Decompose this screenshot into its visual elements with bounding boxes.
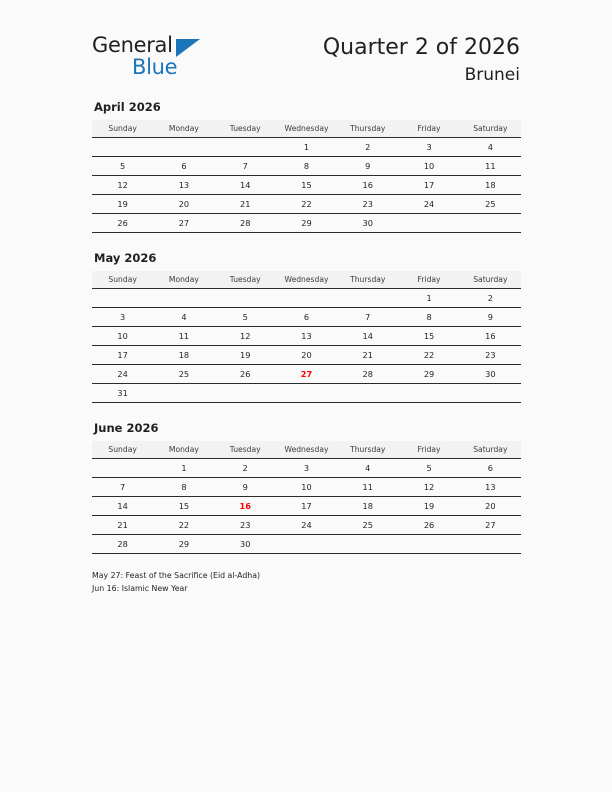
- week-row: [92, 346, 521, 365]
- day-cell-empty: [460, 384, 521, 403]
- day-cell[interactable]: 1: [153, 459, 214, 478]
- weekday-header-thursday: Thursday: [337, 271, 398, 289]
- day-cell[interactable]: 26: [215, 365, 276, 384]
- weekday-header-tuesday: Tuesday: [215, 271, 276, 289]
- day-cell[interactable]: 24: [398, 195, 459, 214]
- day-cell[interactable]: 11: [153, 327, 214, 346]
- day-cell-empty: [337, 535, 398, 554]
- day-cell[interactable]: 6: [460, 459, 521, 478]
- day-cell[interactable]: 29: [276, 214, 337, 233]
- weekday-header-monday: Monday: [153, 120, 214, 138]
- day-cell[interactable]: 14: [337, 327, 398, 346]
- month-calendar-table: [92, 120, 521, 233]
- day-cell[interactable]: 4: [337, 459, 398, 478]
- weekday-header-saturday: Saturday: [460, 271, 521, 289]
- day-cell[interactable]: 13: [460, 478, 521, 497]
- weekday-header-thursday: Thursday: [337, 441, 398, 459]
- day-cell[interactable]: 22: [153, 516, 214, 535]
- day-cell-empty: [92, 289, 153, 308]
- general-blue-logo[interactable]: [92, 34, 292, 84]
- day-cell[interactable]: 4: [460, 138, 521, 157]
- day-cell[interactable]: 16: [460, 327, 521, 346]
- week-row: [92, 195, 521, 214]
- day-cell[interactable]: 18: [460, 176, 521, 195]
- day-cell-empty: [215, 138, 276, 157]
- day-cell[interactable]: 8: [276, 157, 337, 176]
- day-cell[interactable]: 5: [215, 308, 276, 327]
- day-cell-empty: [398, 214, 459, 233]
- quarter-months-container: [92, 100, 521, 572]
- day-cell-holiday[interactable]: 16: [215, 497, 276, 516]
- day-cell[interactable]: 18: [153, 346, 214, 365]
- day-cell[interactable]: 26: [92, 214, 153, 233]
- day-cell[interactable]: 11: [460, 157, 521, 176]
- day-cell-empty: [398, 384, 459, 403]
- day-cell[interactable]: 29: [153, 535, 214, 554]
- day-cell[interactable]: 19: [398, 497, 459, 516]
- day-cell[interactable]: 15: [276, 176, 337, 195]
- week-row: [92, 138, 521, 157]
- day-cell[interactable]: 21: [215, 195, 276, 214]
- weekday-header-wednesday: Wednesday: [276, 441, 337, 459]
- weekday-header-wednesday: Wednesday: [276, 271, 337, 289]
- weekday-header-friday: Friday: [398, 271, 459, 289]
- day-cell[interactable]: 12: [398, 478, 459, 497]
- day-cell[interactable]: 10: [276, 478, 337, 497]
- day-cell-empty: [215, 289, 276, 308]
- day-cell[interactable]: 22: [276, 195, 337, 214]
- day-cell[interactable]: 9: [460, 308, 521, 327]
- day-cell-empty: [460, 535, 521, 554]
- page-header: [0, 0, 612, 96]
- weekday-header-thursday: Thursday: [337, 120, 398, 138]
- page-title: Quarter 2 of 2026: [322, 35, 520, 60]
- day-cell[interactable]: 5: [92, 157, 153, 176]
- day-cell[interactable]: 20: [153, 195, 214, 214]
- day-cell-empty: [153, 138, 214, 157]
- day-cell[interactable]: 3: [92, 308, 153, 327]
- day-cell-holiday[interactable]: 27: [276, 365, 337, 384]
- weekday-header-sunday: Sunday: [92, 271, 153, 289]
- day-cell[interactable]: 13: [276, 327, 337, 346]
- week-row: [92, 459, 521, 478]
- holiday-footnote-item: Jun 16: Islamic New Year: [92, 583, 188, 593]
- day-cell[interactable]: 17: [276, 497, 337, 516]
- month-block: [92, 421, 521, 554]
- day-cell[interactable]: 30: [215, 535, 276, 554]
- day-cell[interactable]: 10: [92, 327, 153, 346]
- day-cell[interactable]: 21: [92, 516, 153, 535]
- day-cell[interactable]: 14: [215, 176, 276, 195]
- day-cell[interactable]: 25: [153, 365, 214, 384]
- week-row: [92, 516, 521, 535]
- day-cell-empty: [398, 535, 459, 554]
- week-row: [92, 308, 521, 327]
- weekday-header-saturday: Saturday: [460, 441, 521, 459]
- day-cell[interactable]: 21: [337, 346, 398, 365]
- logo-text-general: General: [92, 33, 173, 57]
- day-cell[interactable]: 13: [153, 176, 214, 195]
- day-cell-empty: [92, 138, 153, 157]
- day-cell[interactable]: 7: [92, 478, 153, 497]
- week-row: [92, 384, 521, 403]
- week-row: [92, 535, 521, 554]
- day-cell-empty: [153, 384, 214, 403]
- holiday-footnotes: [92, 570, 522, 595]
- month-calendar-table: [92, 441, 521, 554]
- day-cell[interactable]: 16: [337, 176, 398, 195]
- week-row: [92, 497, 521, 516]
- day-cell[interactable]: 1: [276, 138, 337, 157]
- logo-triangle-icon: [176, 39, 200, 57]
- month-title: May 2026: [94, 251, 157, 265]
- day-cell[interactable]: 24: [276, 516, 337, 535]
- week-row: [92, 327, 521, 346]
- holiday-footnote-item: May 27: Feast of the Sacrifice (Eid al-Adha): [92, 571, 261, 580]
- day-cell[interactable]: 20: [276, 346, 337, 365]
- day-cell[interactable]: 10: [398, 157, 459, 176]
- day-cell[interactable]: 3: [398, 138, 459, 157]
- day-cell[interactable]: 12: [215, 327, 276, 346]
- weekday-header-sunday: Sunday: [92, 441, 153, 459]
- month-title: April 2026: [94, 100, 161, 114]
- day-cell[interactable]: 9: [215, 478, 276, 497]
- day-cell[interactable]: 27: [153, 214, 214, 233]
- weekday-header-friday: Friday: [398, 441, 459, 459]
- day-cell[interactable]: 19: [92, 195, 153, 214]
- day-cell[interactable]: 19: [215, 346, 276, 365]
- day-cell-empty: [276, 384, 337, 403]
- week-row: [92, 214, 521, 233]
- day-cell[interactable]: 2: [460, 289, 521, 308]
- day-cell[interactable]: 12: [92, 176, 153, 195]
- day-cell[interactable]: 15: [153, 497, 214, 516]
- day-cell[interactable]: 28: [92, 535, 153, 554]
- day-cell[interactable]: 27: [460, 516, 521, 535]
- weekday-header-friday: Friday: [398, 120, 459, 138]
- day-cell[interactable]: 17: [398, 176, 459, 195]
- week-row: [92, 478, 521, 497]
- week-row: [92, 176, 521, 195]
- weekday-header-monday: Monday: [153, 271, 214, 289]
- day-cell[interactable]: 7: [337, 308, 398, 327]
- day-cell[interactable]: 24: [92, 365, 153, 384]
- day-cell[interactable]: 29: [398, 365, 459, 384]
- month-block: [92, 100, 521, 233]
- day-cell-empty: [276, 289, 337, 308]
- day-cell-empty: [276, 535, 337, 554]
- weekday-header-row: [92, 120, 521, 138]
- weekday-header-wednesday: Wednesday: [276, 120, 337, 138]
- country-subtitle: Brunei: [464, 65, 520, 85]
- day-cell[interactable]: 1: [398, 289, 459, 308]
- week-row: [92, 157, 521, 176]
- day-cell[interactable]: 26: [398, 516, 459, 535]
- day-cell-empty: [460, 214, 521, 233]
- day-cell[interactable]: 9: [337, 157, 398, 176]
- day-cell[interactable]: 30: [460, 365, 521, 384]
- title-block: [323, 34, 520, 86]
- weekday-header-tuesday: Tuesday: [215, 120, 276, 138]
- day-cell[interactable]: 15: [398, 327, 459, 346]
- day-cell-empty: [153, 289, 214, 308]
- weekday-header-tuesday: Tuesday: [215, 441, 276, 459]
- day-cell[interactable]: 4: [153, 308, 214, 327]
- day-cell[interactable]: 23: [460, 346, 521, 365]
- day-cell[interactable]: 3: [276, 459, 337, 478]
- day-cell-empty: [337, 289, 398, 308]
- week-row: [92, 365, 521, 384]
- day-cell-empty: [92, 459, 153, 478]
- day-cell[interactable]: 31: [92, 384, 153, 403]
- weekday-header-monday: Monday: [153, 441, 214, 459]
- day-cell-empty: [337, 384, 398, 403]
- day-cell[interactable]: 23: [215, 516, 276, 535]
- month-title: June 2026: [94, 421, 159, 435]
- day-cell[interactable]: 28: [215, 214, 276, 233]
- day-cell[interactable]: 7: [215, 157, 276, 176]
- day-cell[interactable]: 30: [337, 214, 398, 233]
- day-cell[interactable]: 6: [153, 157, 214, 176]
- month-calendar-table: [92, 271, 521, 403]
- day-cell[interactable]: 23: [337, 195, 398, 214]
- day-cell[interactable]: 8: [398, 308, 459, 327]
- weekday-header-saturday: Saturday: [460, 120, 521, 138]
- logo-text-blue: Blue: [132, 55, 178, 79]
- day-cell[interactable]: 25: [337, 516, 398, 535]
- month-block: [92, 251, 521, 403]
- weekday-header-row: [92, 441, 521, 459]
- day-cell[interactable]: 11: [337, 478, 398, 497]
- day-cell[interactable]: 2: [215, 459, 276, 478]
- day-cell[interactable]: 5: [398, 459, 459, 478]
- day-cell[interactable]: 18: [337, 497, 398, 516]
- day-cell[interactable]: 17: [92, 346, 153, 365]
- day-cell[interactable]: 25: [460, 195, 521, 214]
- day-cell[interactable]: 20: [460, 497, 521, 516]
- day-cell[interactable]: 8: [153, 478, 214, 497]
- weekday-header-sunday: Sunday: [92, 120, 153, 138]
- day-cell[interactable]: 28: [337, 365, 398, 384]
- day-cell[interactable]: 6: [276, 308, 337, 327]
- day-cell[interactable]: 2: [337, 138, 398, 157]
- weekday-header-row: [92, 271, 521, 289]
- day-cell[interactable]: 14: [92, 497, 153, 516]
- day-cell[interactable]: 22: [398, 346, 459, 365]
- day-cell-empty: [215, 384, 276, 403]
- week-row: [92, 289, 521, 308]
